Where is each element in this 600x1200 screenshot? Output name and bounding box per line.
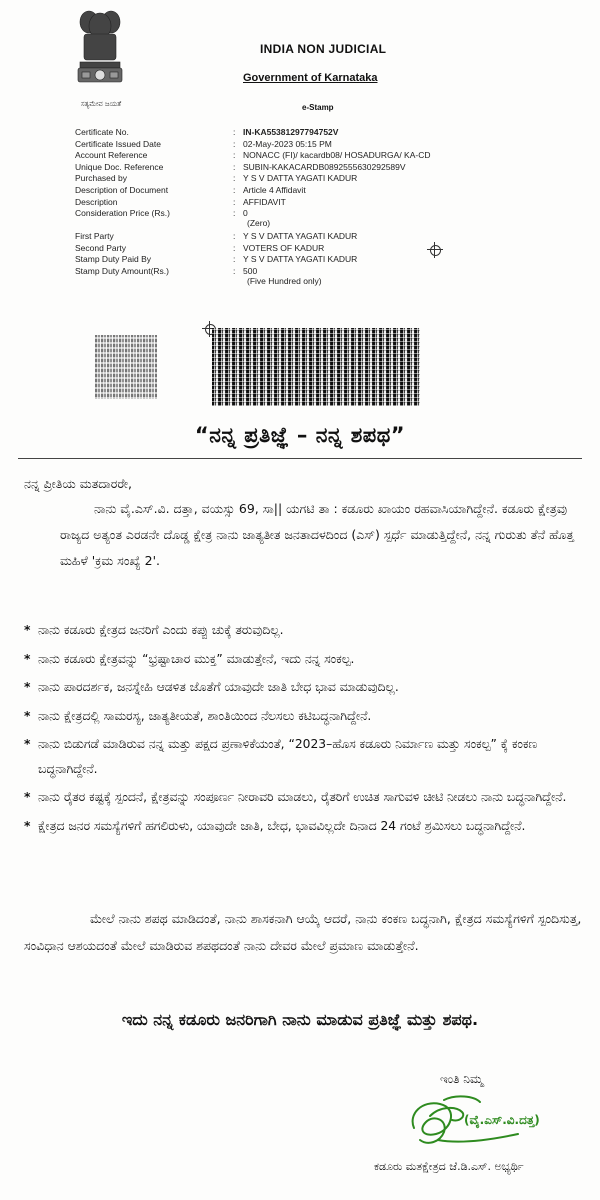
pledge-text: * ನಾನು ಬಿಡುಗಡೆ ಮಾಡಿರುವ ನನ್ನ ಮತ್ತು ಪಕ್ಷದ ಪ್ರಣಾಳಿಕೆಯಂತೆ, “2023–ಹೊಸ ಕಡೂರು ನಿರ್ಮಾಣ ಮತ್ತು ಸಂಕಲ್ಪ” ಕ್ಕೆ ಕಂಕಣ ಬದ್ಧನಾಗಿದ್ದೇನೆ. [38,737,538,776]
stamp-row: Stamp Duty Paid By : Y S V DATTA YAGATI KADUR [75,254,505,266]
stamp-row: Certificate Issued Date : 02-May-2023 05:15 PM [75,139,505,151]
final-statement: ಇದು ನನ್ನ ಕಡೂರು ಜನರಿಗಾಗಿ ನಾನು ಮಾಡುವ ಪ್ರತಿಜ್ಞೆ ಮತ್ತು ಶಪಥ. [121,1010,479,1029]
pledge-text: * ನಾನು ರೈತರ ಕಷ್ಟಕ್ಕೆ ಸ್ಪಂದನೆ, ಕ್ಷೇತ್ರವನ್ನು ಸಂಪೂರ್ಣ ನೀರಾವರಿ ಮಾಡಲು, ರೈತರಿಗೆ ಉಚಿತ ಸಾಗುವಳಿ ಚೀಟಿ ನೀಡಲು ನಾನು ಬದ್ಧನಾಗಿದ್ದೇನೆ. [38,790,567,804]
list-item [22,704,587,729]
affidavit-title: “ನನ್ನ ಪ್ರತಿಜ್ಞೆ – ನನ್ನ ಶಪಥ” [194,423,406,447]
stamp-row-value: Y S V DATTA YAGATI KADUR [243,254,358,265]
barcode-icon [212,328,420,406]
stamp-row-label: Description [75,196,118,207]
stamp-row-value: Article 4 Affidavit [243,184,306,195]
stamp-header-estamp: e-Stamp [302,103,334,112]
title-divider [18,458,582,459]
regards-text: ಇಂತಿ ನಿಮ್ಮ [440,1072,484,1086]
stamp-row-label: Stamp Duty Amount(Rs.) [75,265,170,276]
pledge-text: * ನಾನು ಕಡೂರು ಕ್ಷೇತ್ರವನ್ನು “ಭ್ರಷ್ಟಾಚಾರ ಮುಕ್ತ” ಮಾಡುತ್ತೇನೆ, ಇದು ನನ್ನ ಸಂಕಲ್ಪ. [38,651,355,666]
stamp-details-table [75,127,505,289]
registration-mark-icon [427,242,443,258]
signature-name: (ವೈ.ಎಸ್.ವಿ.ದತ್ತ) [464,1113,540,1127]
list-item [22,647,587,672]
stamp-row: Certificate No. : IN-KA55381297794752V [75,127,505,139]
stamp-row-value: SUBIN-KAKACARDB0892555630292589V [243,161,406,172]
closing-paragraph: ಮೇಲೆ ನಾನು ಶಪಥ ಮಾಡಿದಂತೆ, ನಾನು ಶಾಸಕನಾಗಿ ಆಯ್ಕೆ ಆದರೆ, ನಾನು ಕಂಕಣ ಬದ್ಧನಾಗಿ, ಕ್ಷೇತ್ರದ ಸಮಸ್ಯೆಗಳಿಗೆ ಸ್ಪಂದಿಸುತ್ತ, ಸಂವಿಧಾನ ಆಶಯದಂತೆ ಮೇಲೆ ಮಾಡಿರುವ ಶಪಥದಂತೆ ನಾನು ದೇವರ ಮೇಲೆ ಪ್ರಮಾಣ ಮಾಡುತ್ತೇನೆ. [24,911,582,953]
stamp-row-label: Second Party [75,242,127,253]
stamp-row-label: Description of Document [75,184,169,195]
stamp-row-value: 500 [243,265,258,276]
stamp-row-value: Y S V DATTA YAGATI KADUR [243,231,358,242]
list-item [22,814,587,839]
stamp-row-label: Consideration Price (Rs.) [75,208,170,219]
stamp-header-government: Government of Karnataka [243,72,378,84]
stamp-row-value: NONACC (FI)/ kacardb08/ HOSADURGA/ KA-CD [243,150,431,161]
intro-paragraph: ನಾನು ವೈ.ಎಸ್.ವಿ. ದತ್ತಾ, ವಯಸ್ಸು 69, ಸಾ|| ಯಗಟಿ ತಾ : ಕಡೂರು ಖಾಯಂ ರಹವಾಸಿಯಾಗಿದ್ದೇನೆ. ಕಡೂರು ಕ್ಷೇತ್ರವು ರಾಜ್ಯದ ಅತ್ಯಂತ ಎರಡನೇ ದೊಡ್ಡ ಕ್ಷೇತ್ರ ನಾನು ಜಾತ್ಯತೀತ ಜನತಾದಳದಿಂದ (ಎಸ್) ಸ್ಪರ್ಧೆ ಮಾಡುತ್ತಿದ್ದೇನೆ, ನನ್ನ ಗುರುತು ತೆನೆ ಹೊತ್ತ ಮಹಿಳೆ 'ಕ್ರಮ ಸಂಖ್ಯೆ 2'. [60,501,574,568]
stamp-row: Purchased by : Y S V DATTA YAGATI KADUR [75,173,505,185]
stamp-row-label: Stamp Duty Paid By [75,254,152,265]
stamp-row: Description : AFFIDAVIT [75,197,505,209]
stamp-row: Account Reference : NONACC (FI)/ kacardb08/ HOSADURGA/ KA-CD [75,150,505,162]
list-item [22,675,587,700]
signature [400,1090,560,1150]
stamp-row-label: Certificate No. [75,127,129,137]
pledge-text: * ನಾನು ಪಾರದರ್ಶಕ, ಜನಸ್ನೇಹಿ ಆಡಳಿತ ಜೊತೆಗೆ ಯಾವುದೇ ಜಾತಿ ಬೇಧ ಭಾವ ಮಾಡುವುದಿಲ್ಲ. [38,680,399,694]
qr-code-icon [95,335,157,399]
stamp-row: Second Party : VOTERS OF KADUR [75,243,505,255]
pledge-list [22,618,587,842]
stamp-row: Description of Document : Article 4 Affidavit [75,185,505,197]
stamp-row-label: Purchased by [75,173,127,184]
pledge-text: * ನಾನು ಕ್ಷೇತ್ರದಲ್ಲಿ ಸಾಮರಸ್ಯ, ಜಾತ್ಯತೀಯತೆ, ಶಾಂತಿಯಿಂದ ನೆಲಸಲು ಕಟಿಬದ್ಧನಾಗಿದ್ದೇನೆ. [38,708,372,723]
stamp-row-value: 02-May-2023 05:15 PM [243,138,332,149]
salutation: ನನ್ನ ಪ್ರೀತಿಯ ಮತದಾರರೇ, [24,476,133,491]
stamp-row-value: 0 [243,208,248,219]
stamp-row: Consideration Price (Rs.) : 0 (Zero) [75,208,505,231]
list-item [22,732,587,781]
emblem-motto: ಸತ್ಯಮೇವ ಜಯತೆ [80,100,122,108]
stamp-row: First Party : Y S V DATTA YAGATI KADUR [75,231,505,243]
stamp-row-value: Y S V DATTA YAGATI KADUR [243,173,358,184]
stamp-row-value: VOTERS OF KADUR [243,242,325,253]
stamp-row: Unique Doc. Reference : SUBIN-KAKACARDB0892555630292589V [75,162,505,174]
stamp-row-label: First Party [75,231,114,242]
stamp-row-label: Certificate Issued Date [75,138,161,149]
list-item [22,618,587,643]
candidate-designation: ಕಡೂರು ಮತಕ್ಷೇತ್ರದ ಜೆ.ಡಿ.ಎಸ್. ಅಭ್ಯರ್ಥಿ [374,1160,524,1173]
list-item [22,785,587,810]
stamp-row-label: Unique Doc. Reference [75,161,164,172]
stamp-row-value: AFFIDAVIT [243,196,286,207]
stamp-row: Stamp Duty Amount(Rs.) : 500 (Five Hundred only) [75,266,505,289]
stamp-row-value: IN-KA55381297794752V [243,127,339,137]
pledge-text: * ಕ್ಷೇತ್ರದ ಜನರ ಸಮಸ್ಯೆಗಳಿಗೆ ಹಗಲಿರುಳು, ಯಾವುದೇ ಜಾತಿ, ಬೇಧ, ಭಾವವಿಲ್ಲದೇ ದಿನಾದ 24 ಗಂಟೆ ಶ್ರಮಿಸಲು ಬದ್ಧನಾಗಿದ್ದೇನೆ. [38,818,526,833]
stamp-header-non-judicial: INDIA NON JUDICIAL [260,42,387,56]
pledge-text: * ನಾನು ಕಡೂರು ಕ್ಷೇತ್ರದ ಜನರಿಗೆ ಎಂದು ಕಪ್ಪು ಚುಕ್ಕೆ ತರುವುದಿಲ್ಲ. [38,623,284,637]
stamp-row-label: Account Reference [75,150,148,161]
stamp-row-subvalue: (Zero) [247,218,271,229]
national-emblem-icon [72,6,128,106]
stamp-row-subvalue: (Five Hundred only) [247,275,322,286]
